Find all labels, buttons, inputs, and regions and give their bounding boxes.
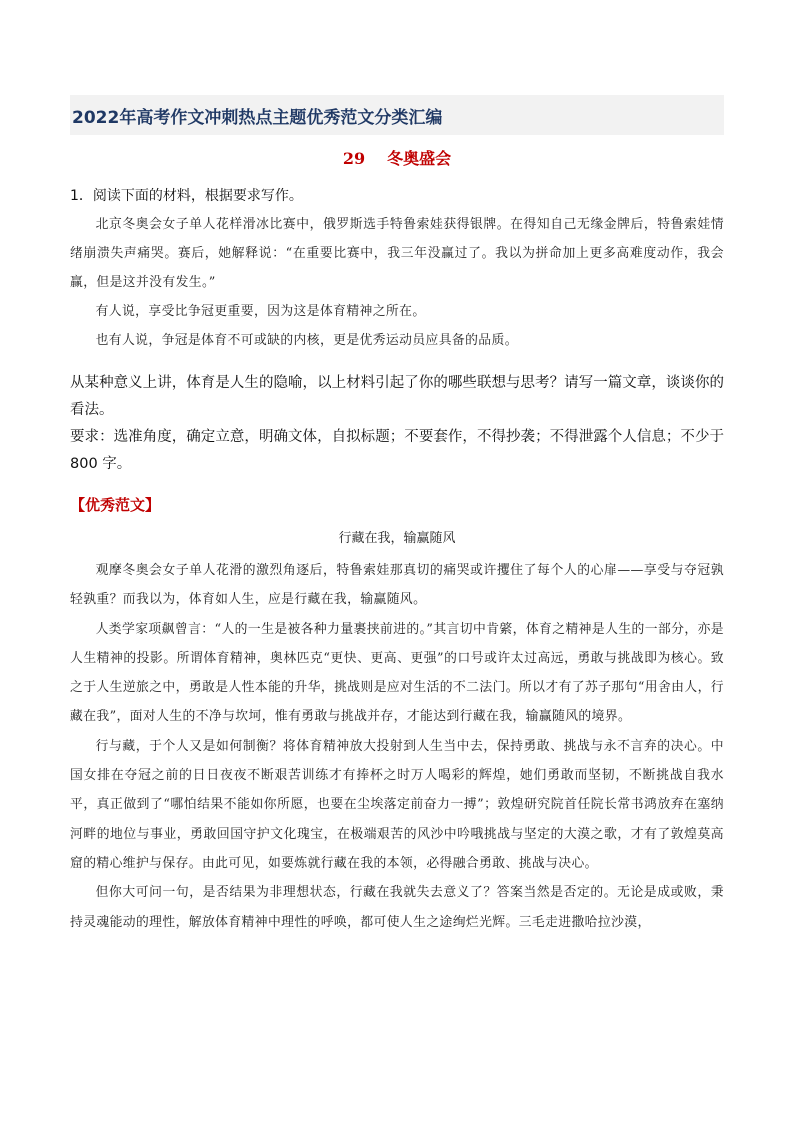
material-paragraph: 有人说，享受比争冠更重要，因为这是体育精神之所在。 — [95, 304, 426, 319]
material-paragraph: 也有人说，争冠是体育不可或缺的内核，更是优秀运动员应具备的品质。 — [95, 333, 518, 348]
question-instruction: 1．阅读下面的材料，根据要求写作。 — [70, 188, 303, 204]
section-number: 29 — [342, 149, 366, 168]
section-name: 冬奥盛会 — [387, 149, 452, 168]
header-bar — [70, 95, 724, 135]
prompt-question: 从某种意义上讲，体育是人生的隐喻，以上材料引起了你的哪些联想与思考？请写一篇文章，谈谈你的看法。 — [70, 375, 724, 418]
essay-title: 行藏在我，输赢随风 — [338, 531, 456, 546]
essay-paragraph: 人类学家项飙曾言：“人的一生是被各种力量裹挟前进的。”其言切中肯綮，体育之精神是人生的一部分，亦是人生精神的投影。所谓体育精神，奥林匹克“更快、更高、更强”的口号或许太过高远，勇敢与挑战即为核心。致之于人生逆旅之中，勇敢是人性本能的升华，挑战则是应对生活的不二法门。所以才有了苏子那句“用舍由人，行藏在我”，面对人生的不净与坎坷，惟有勇敢与挑战并存，才能达到行藏在我，输赢随风的境界。 — [70, 621, 724, 725]
essay-body — [70, 556, 724, 937]
essay-paragraph: 但你大可问一句，是否结果为非理想状态，行藏在我就失去意义了？答案当然是否定的。无论是成或败，秉持灵魂能动的理性，解放体育精神中理性的呼唤，都可使人生之途绚烂光辉。三毛走进撒哈拉沙漠， — [70, 885, 724, 930]
prompt-requirements: 要求：选准角度，确定立意，明确文体，自拟标题；不要套作，不得抄袭；不得泄露个人信息；不少于 800 字。 — [70, 429, 724, 472]
sample-essay-label: 【优秀范文】 — [70, 496, 161, 514]
material-text — [70, 210, 724, 355]
writing-prompt — [70, 370, 724, 478]
document-title: 2022年高考作文冲刺热点主题优秀范文分类汇编 — [72, 108, 443, 128]
material-paragraph: 北京冬奥会女子单人花样滑冰比赛中，俄罗斯选手特鲁索娃获得银牌。在得知自己无缘金牌后，特鲁索娃情绪崩溃失声痛哭。赛后，她解释说：“在重要比赛中，我三年没赢过了。我以为拼命加上更多高难度动作，我会赢，但是这并没有发生。” — [70, 217, 724, 290]
essay-paragraph: 行与藏，于个人又是如何制衡？将体育精神放大投射到人生当中去，保持勇敢、挑战与永不言弃的决心。中国女排在夺冠之前的日日夜夜不断艰苦训练才有捧杯之时万人喝彩的辉煌，她们勇敢而坚韧，不断挑战自我水平，真正做到了“哪怕结果不能如你所愿，也要在尘埃落定前奋力一搏”；敦煌研究院首任院长常书鸿放弃在塞纳河畔的地位与事业，勇敢回国守护文化瑰宝，在极端艰苦的风沙中吟哦挑战与坚定的大漠之歌，才有了敦煌莫高窟的精心维护与保存。由此可见，如要炼就行藏在我的本领，必得融合勇敢、挑战与决心。 — [70, 738, 724, 871]
section-heading — [0, 146, 794, 169]
essay-paragraph: 观摩冬奥会女子单人花滑的激烈角逐后，特鲁索娃那真切的痛哭或许攫住了每个人的心扉——享受与夺冠孰轻孰重？而我以为，体育如人生，应是行藏在我，输赢随风。 — [70, 563, 724, 608]
